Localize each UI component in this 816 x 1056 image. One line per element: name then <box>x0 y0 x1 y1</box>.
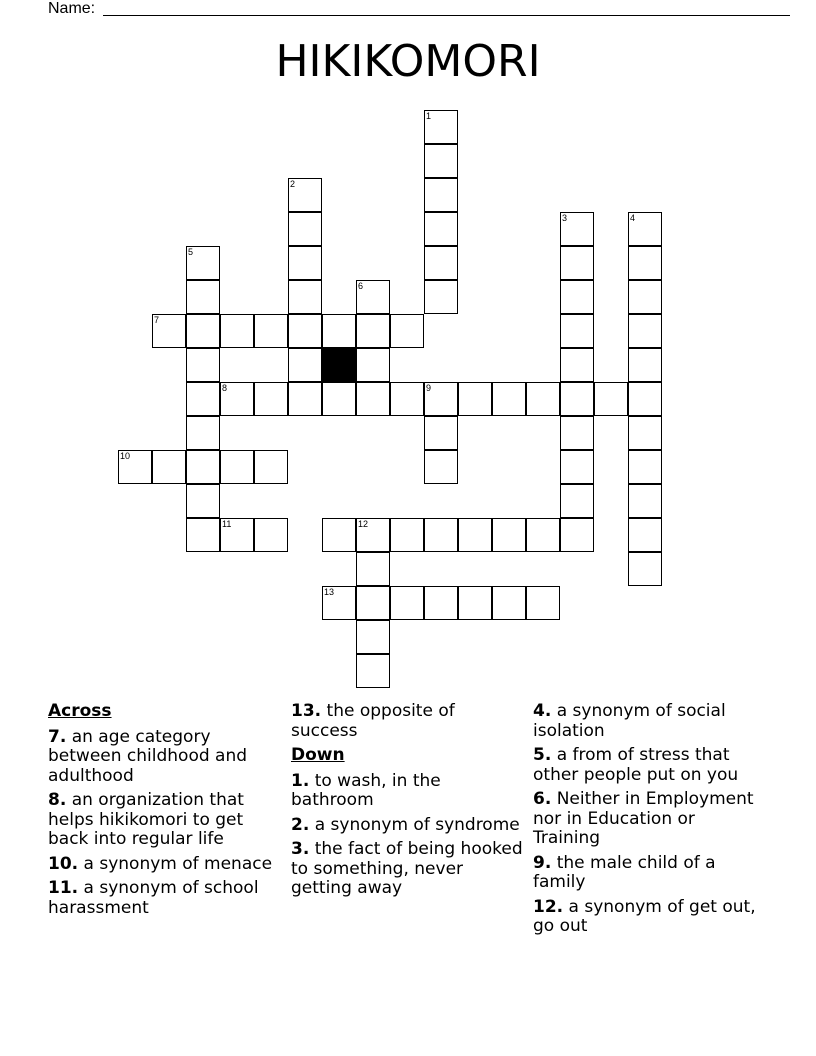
answer-cell[interactable] <box>560 484 594 518</box>
answer-cell[interactable] <box>560 348 594 382</box>
answer-cell[interactable] <box>424 144 458 178</box>
answer-cell[interactable] <box>628 348 662 382</box>
answer-cell[interactable] <box>152 314 186 348</box>
answer-cell[interactable] <box>492 586 526 620</box>
answer-cell[interactable] <box>458 586 492 620</box>
answer-cell[interactable] <box>560 246 594 280</box>
clue-column-1 <box>48 702 280 923</box>
across-header: Across <box>48 701 112 721</box>
answer-cell[interactable] <box>628 518 662 552</box>
clue-number: 4 <box>630 213 636 223</box>
answer-cell[interactable] <box>288 178 322 212</box>
answer-cell[interactable] <box>254 518 288 552</box>
down-clue-6: 6. Neither in Employment nor in Education or Training <box>533 789 754 848</box>
answer-cell[interactable] <box>356 654 390 688</box>
down-header: Down <box>291 745 345 765</box>
down-clue-9: 9. the male child of a family <box>533 852 716 892</box>
answer-cell[interactable] <box>254 450 288 484</box>
answer-cell[interactable] <box>628 382 662 416</box>
answer-cell[interactable] <box>560 450 594 484</box>
answer-cell[interactable] <box>356 620 390 654</box>
clue-number: 8 <box>222 383 228 393</box>
answer-cell[interactable] <box>118 450 152 484</box>
across-clue-13: 13. the opposite of success <box>291 701 455 741</box>
answer-cell[interactable] <box>424 382 458 416</box>
answer-cell[interactable] <box>628 314 662 348</box>
answer-cell[interactable] <box>322 314 356 348</box>
answer-cell[interactable] <box>390 382 424 416</box>
answer-cell[interactable] <box>628 280 662 314</box>
answer-cell[interactable] <box>424 178 458 212</box>
puzzle-title: HIKIKOMORI <box>275 36 541 87</box>
answer-cell[interactable] <box>628 552 662 586</box>
answer-cell[interactable] <box>220 382 254 416</box>
answer-cell[interactable] <box>628 484 662 518</box>
answer-cell[interactable] <box>356 382 390 416</box>
answer-cell[interactable] <box>424 212 458 246</box>
clue-number: 10 <box>120 451 131 461</box>
answer-cell[interactable] <box>322 382 356 416</box>
clue-number: 9 <box>426 383 432 393</box>
clue-number: 2 <box>290 179 296 189</box>
answer-cell[interactable] <box>186 518 220 552</box>
answer-cell[interactable] <box>220 518 254 552</box>
answer-cell[interactable] <box>560 314 594 348</box>
answer-cell[interactable] <box>186 450 220 484</box>
answer-cell[interactable] <box>492 382 526 416</box>
across-clue-10: 10. a synonym of menace <box>48 853 273 874</box>
answer-cell[interactable] <box>288 314 322 348</box>
across-clue-8: 8. an organization that helps hikikomori to get back into regular life <box>48 790 244 849</box>
clue-column-3 <box>533 702 765 942</box>
across-clue-11: 11. a synonym of school harassment <box>48 878 259 918</box>
answer-cell[interactable] <box>628 450 662 484</box>
answer-cell[interactable] <box>594 382 628 416</box>
clue-number: 11 <box>222 519 232 529</box>
answer-cell[interactable] <box>186 382 220 416</box>
answer-cell[interactable] <box>186 314 220 348</box>
answer-cell[interactable] <box>424 280 458 314</box>
answer-cell[interactable] <box>254 314 288 348</box>
answer-cell[interactable] <box>424 110 458 144</box>
down-clue-5: 5. a from of stress that other people put on you <box>533 745 739 785</box>
answer-cell[interactable] <box>220 450 254 484</box>
clue-number: 1 <box>426 111 432 121</box>
answer-cell[interactable] <box>288 348 322 382</box>
answer-cell[interactable] <box>186 484 220 518</box>
answer-cell[interactable] <box>560 212 594 246</box>
answer-cell[interactable] <box>152 450 186 484</box>
clue-number: 5 <box>188 247 194 257</box>
answer-cell[interactable] <box>356 552 390 586</box>
answer-cell[interactable] <box>390 314 424 348</box>
down-clue-1: 1. to wash, in the bathroom <box>291 770 441 810</box>
answer-cell[interactable] <box>560 518 594 552</box>
answer-cell[interactable] <box>356 348 390 382</box>
answer-cell[interactable] <box>220 314 254 348</box>
down-clue-4: 4. a synonym of social isolation <box>533 701 726 741</box>
answer-cell[interactable] <box>526 586 560 620</box>
answer-cell[interactable] <box>356 518 390 552</box>
answer-cell[interactable] <box>288 382 322 416</box>
answer-cell[interactable] <box>254 382 288 416</box>
clue-number: 3 <box>562 213 568 223</box>
clue-number: 7 <box>154 315 160 325</box>
answer-cell[interactable] <box>356 586 390 620</box>
answer-cell[interactable] <box>424 450 458 484</box>
answer-cell[interactable] <box>628 246 662 280</box>
answer-cell[interactable] <box>458 382 492 416</box>
clue-column-2 <box>291 702 523 904</box>
answer-cell[interactable] <box>424 416 458 450</box>
name-label: Name: <box>48 0 96 17</box>
answer-cell[interactable] <box>356 314 390 348</box>
answer-cell[interactable] <box>424 586 458 620</box>
answer-cell[interactable] <box>458 518 492 552</box>
answer-cell[interactable] <box>322 518 356 552</box>
answer-cell[interactable] <box>628 416 662 450</box>
answer-cell[interactable] <box>186 348 220 382</box>
answer-cell[interactable] <box>560 280 594 314</box>
down-clue-2: 2. a synonym of syndrome <box>291 814 520 835</box>
answer-cell[interactable] <box>356 280 390 314</box>
across-clue-7: 7. an age category between childhood and adulthood <box>48 726 248 786</box>
down-clue-3: 3. the fact of being hooked to something, never getting away <box>291 839 523 898</box>
answer-cell[interactable] <box>424 518 458 552</box>
answer-cell[interactable] <box>322 586 356 620</box>
answer-cell[interactable] <box>288 212 322 246</box>
down-clue-12: 12. a synonym of get out, go out <box>533 896 756 936</box>
answer-cell[interactable] <box>390 586 424 620</box>
answer-cell[interactable] <box>526 518 560 552</box>
answer-cell[interactable] <box>424 246 458 280</box>
answer-cell[interactable] <box>186 280 220 314</box>
answer-cell[interactable] <box>288 246 322 280</box>
answer-cell[interactable] <box>186 416 220 450</box>
answer-cell[interactable] <box>526 382 560 416</box>
answer-cell[interactable] <box>492 518 526 552</box>
answer-cell[interactable] <box>628 212 662 246</box>
answer-cell[interactable] <box>186 246 220 280</box>
answer-cell[interactable] <box>288 280 322 314</box>
answer-cell[interactable] <box>560 416 594 450</box>
answer-cell[interactable] <box>390 518 424 552</box>
answer-cell[interactable] <box>560 382 594 416</box>
clue-number: 12 <box>358 519 369 529</box>
clue-number: 13 <box>324 587 335 597</box>
clue-number: 6 <box>358 281 364 291</box>
black-square <box>322 348 356 382</box>
